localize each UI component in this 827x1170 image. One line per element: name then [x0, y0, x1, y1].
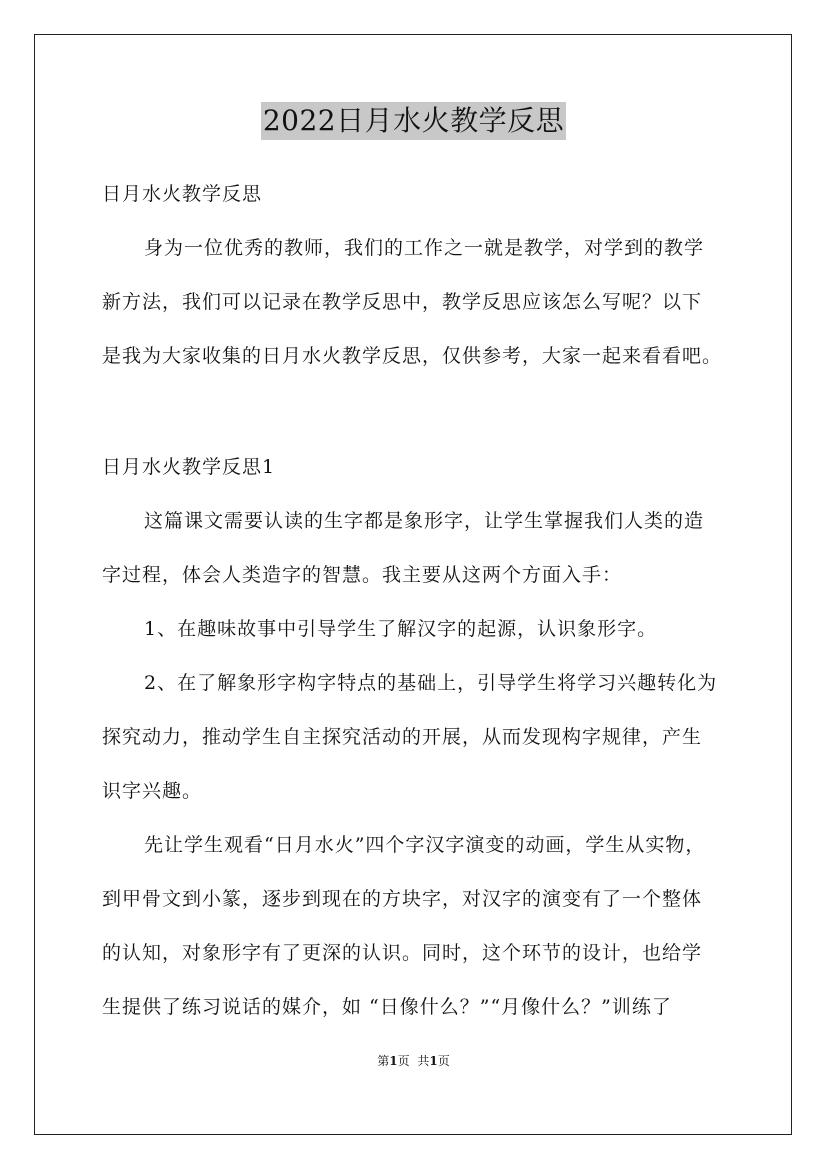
page-label-suffix: 页 — [397, 1054, 410, 1068]
paragraph-line: 1、在趣味故事中引导学生了解汉字的起源，认识象形字。 — [144, 618, 658, 640]
paragraph-line: 生提供了练习说话的媒介，如 “日像什么？”“月像什么？”训练了 — [102, 996, 672, 1018]
page-number: 1 — [389, 1054, 398, 1068]
paragraph-line: 的认知，对象形字有了更深的认识。同时，这个环节的设计，也给学 — [102, 942, 703, 964]
page-footer — [0, 1053, 827, 1069]
total-label-prefix: 共 — [417, 1054, 430, 1068]
title-wrap — [0, 102, 827, 140]
paragraph-line: 身为一位优秀的教师，我们的工作之一就是教学，对学到的教学 — [144, 237, 705, 259]
total-label-suffix: 页 — [437, 1054, 450, 1068]
paragraph-line: 字过程，体会人类造字的智慧。我主要从这两个方面入手： — [102, 564, 623, 586]
paragraph-line: 2、在了解象形字构字特点的基础上，引导学生将学习兴趣转化为 — [144, 672, 718, 694]
paragraph-line: 是我为大家收集的日月水火教学反思，仅供参考，大家一起来看看吧。 — [102, 345, 723, 367]
total-pages: 1 — [429, 1054, 438, 1068]
page-label-prefix: 第 — [377, 1054, 390, 1068]
paragraph-line: 先让学生观看“日月水火”四个字汉字演变的动画，学生从实物， — [144, 834, 706, 856]
section-heading: 日月水火教学反思1 — [102, 456, 276, 478]
paragraph-line: 新方法，我们可以记录在教学反思中，教学反思应该怎么写呢？以下 — [102, 291, 703, 313]
paragraph-line: 识字兴趣。 — [102, 780, 203, 802]
paragraph-line: 这篇课文需要认读的生字都是象形字，让学生掌握我们人类的造 — [144, 510, 705, 532]
paragraph-line: 到甲骨文到小篆，逐步到现在的方块字，对汉字的演变有了一个整体 — [102, 888, 703, 910]
section-heading: 日月水火教学反思 — [102, 183, 263, 205]
paragraph-line: 探究动力，推动学生自主探究活动的开展，从而发现构字规律，产生 — [102, 726, 703, 748]
document-title: 2022日月水火教学反思 — [261, 102, 566, 140]
